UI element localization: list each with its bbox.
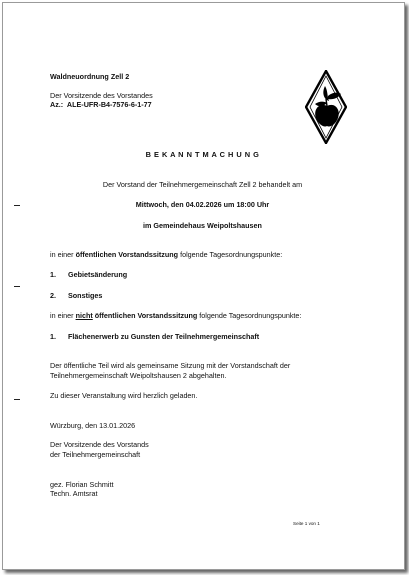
private-session-bold: öffentlichen Vorstandssitzung [92,311,198,320]
meeting-place: im Gemeindehaus Weipoltshausen [143,221,262,230]
private-session-not: nicht [75,311,93,320]
private-session-line [50,311,301,320]
joint-session-note-1: Der öffentliche Teil wird als gemeinsame Sitzung mit der Vorstandschaft der [50,361,291,370]
agenda-number: 2. [50,291,56,300]
reference-number [50,100,152,109]
signer-title: Techn. Amtsrat [50,489,98,498]
agenda-number: 1. [50,332,56,341]
agenda-item-area-change: Gebietsänderung [68,270,128,279]
joint-session-note-2: Teilnehmergemeinschaft Weipoltshausen 2 abgehalten. [50,371,227,380]
agenda-item-misc: Sonstiges [68,291,103,300]
document-title: B E K A N N T M A C H U N G [145,150,260,159]
public-session-pre: in einer [50,250,76,259]
agenda-number: 1. [50,270,56,279]
signoff-line-1: Der Vorsitzende des Vorstands [50,440,149,449]
org-name: Waldneuordnung Zell 2 [50,72,130,81]
signoff-line-2: der Teilnehmergemeinschaft [50,450,141,459]
agenda-item-land-acquisition: Flächenerwerb zu Gunsten der Teilnehmergemeinschaft [68,332,260,341]
fold-mark-bottom [14,399,20,400]
private-session-pre: in einer [50,311,76,320]
signer-name: gez. Florian Schmitt [50,480,114,489]
punch-mark [14,286,20,287]
private-session-post: folgende Tagesordnungspunkte: [197,311,302,320]
apple-tree-diamond-emblem-icon [305,70,347,144]
place-and-date: Würzburg, den 13.01.2026 [50,421,136,430]
meeting-date: Mittwoch, den 04.02.2026 um 18:00 Uhr [135,200,270,209]
public-session-line [50,250,282,259]
reference-value: ALE-UFR-B4-7576-6-1-77 [66,100,152,109]
public-session-post: folgende Tagesordnungspunkte: [178,250,283,259]
public-session-bold: öffentlichen Vorstandssitzung [75,250,179,259]
reference-label: Az.: [50,100,64,109]
page-number: Seite 1 von 1 [293,521,320,526]
intro-text: Der Vorstand der Teilnehmergemeinschaft Zell 2 behandelt am [102,180,303,189]
sender-role: Der Vorsitzende des Vorstandes [50,91,153,100]
invitation-text: Zu dieser Veranstaltung wird herzlich geladen. [50,391,198,400]
